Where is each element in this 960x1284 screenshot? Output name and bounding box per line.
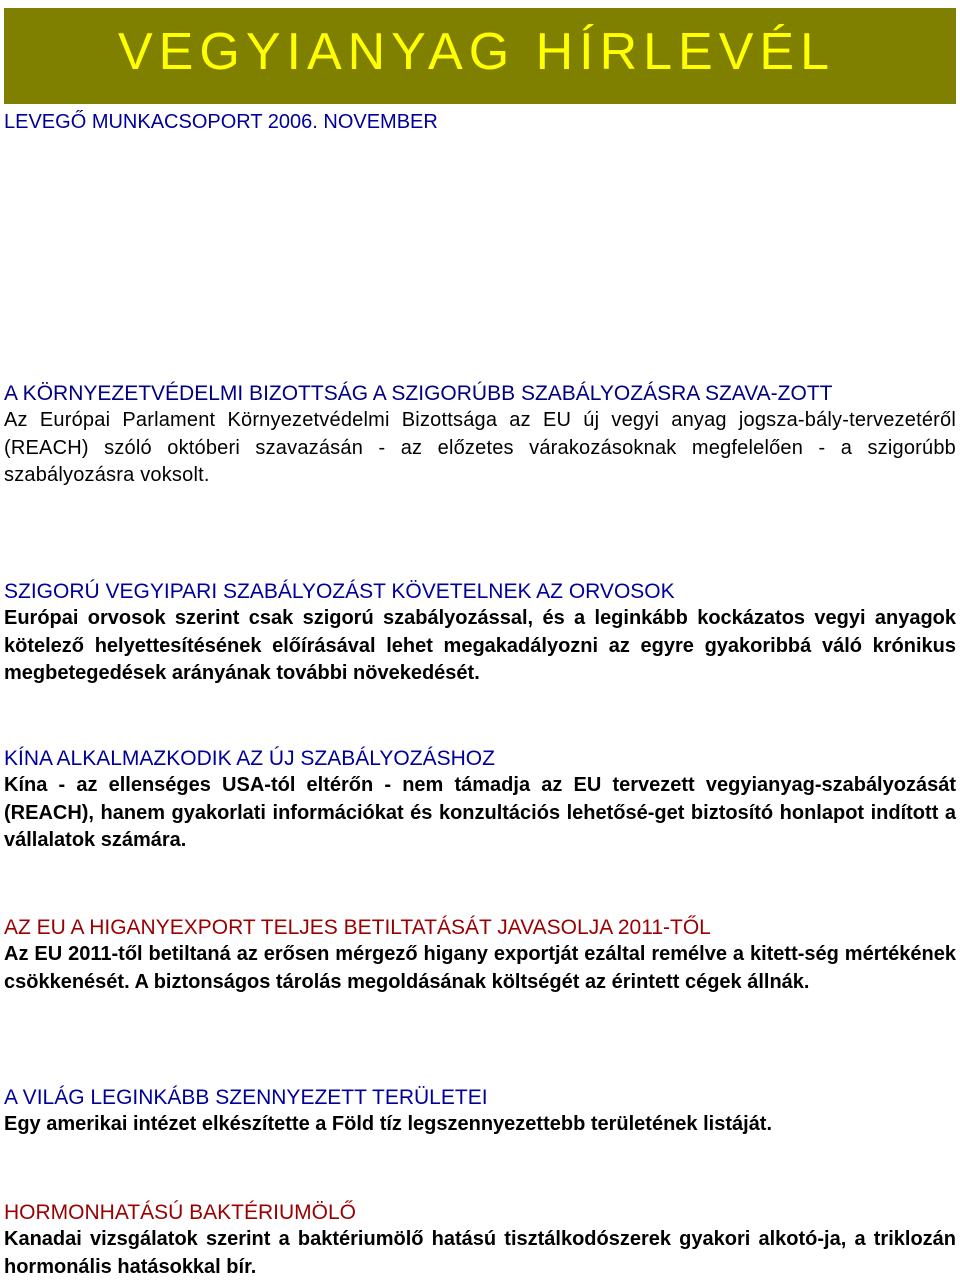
- newsletter-title: VEGYIANYAG HÍRLEVÉL: [118, 23, 836, 81]
- article-1-body: Az Európai Parlament Környezetvédelmi Bizottsága az EU új vegyi anyag jogsza-bály-tervezetéről (REACH) szóló októberi szavazásán - az előzetes várakozásoknak megfelelően - a szigorúbb szabályozásra voksolt.: [4, 409, 956, 486]
- article-3-heading: KÍNA ALKALMAZKODIK AZ ÚJ SZABÁLYOZÁSHOZ: [4, 747, 495, 770]
- article-1: [4, 380, 956, 490]
- article-5-body: Egy amerikai intézet elkészítette a Föld tíz legszennyezettebb területének listáját.: [4, 1113, 773, 1135]
- article-4-heading: AZ EU A HIGANYEXPORT TELJES BETILTATÁSÁT JAVASOLJA 2011-TŐL: [4, 916, 711, 939]
- article-4-body: Az EU 2011-től betiltaná az erősen mérgező higany exportját ezáltal remélve a kitett-ség mértékének csökkenését. A biztonságos tárolás megoldásának költségét az érintett cégek állnák.: [4, 943, 956, 993]
- article-3-body: Kína - az ellenséges USA-tól eltérőn - nem támadja az EU tervezett vegyianyag-szabályozását (REACH), hanem gyakorlati információkat és konzultációs lehetősé-get biztosító honlapot indított a vállalatok számára.: [4, 774, 956, 851]
- article-6-heading: HORMONHATÁSÚ BAKTÉRIUMÖLŐ: [4, 1201, 356, 1224]
- article-1-heading: A KÖRNYEZETVÉDELMI BIZOTTSÁG A SZIGORÚBB SZABÁLYOZÁSRA SZAVA-ZOTT: [4, 382, 833, 405]
- newsletter-subtitle: LEVEGŐ MUNKACSOPORT 2006. NOVEMBER: [4, 111, 438, 133]
- article-5-heading: A VILÁG LEGINKÁBB SZENNYEZETT TERÜLETEI: [4, 1086, 488, 1109]
- article-3: [4, 745, 956, 855]
- newsletter-banner: [4, 8, 956, 104]
- article-2-body: Európai orvosok szerint csak szigorú szabályozással, és a leginkább kockázatos vegyi anyagok kötelező helyettesítésének előírásával lehet megakadályozni az egyre gyakoribbá váló krónikus megbetegedések arányának további növekedését.: [4, 607, 956, 684]
- article-2-heading: SZIGORÚ VEGYIPARI SZABÁLYOZÁST KÖVETELNEK AZ ORVOSOK: [4, 580, 675, 603]
- article-4: [4, 914, 956, 996]
- article-6: [4, 1199, 956, 1281]
- article-2: [4, 578, 956, 688]
- article-5: [4, 1084, 956, 1139]
- article-6-body: Kanadai vizsgálatok szerint a baktériumölő hatású tisztálkodószerek gyakori alkotó-ja, a triklozán hormonális hatásokkal bír.: [4, 1228, 956, 1278]
